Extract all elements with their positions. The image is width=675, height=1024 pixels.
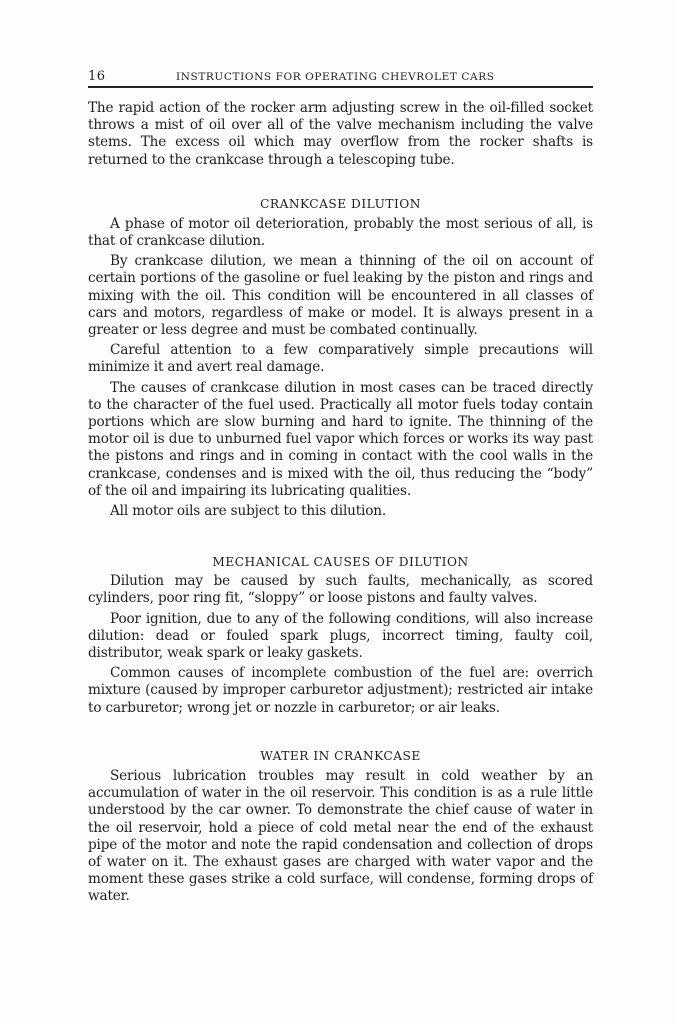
paragraph: Careful attention to a few comparatively simple precautions will minimize it and avert real damage. <box>88 342 593 376</box>
paragraph: Dilution may be caused by such faults, mechanically, as scored cylinders, poor ring fit, “sloppy” or loose pistons and faulty valves. <box>88 573 593 607</box>
running-head <box>88 70 593 88</box>
intro-paragraph: The rapid action of the rocker arm adjusting screw in the oil-filled socket throws a mist of oil over all of the valve mechanism including the valve stems. The excess oil which may overflow from the rocker shafts is returned to the crankcase through a telescoping tube. <box>88 100 593 168</box>
section-water-in-crankcase <box>88 748 593 906</box>
page-number: 16 <box>88 69 106 84</box>
section-crankcase-dilution <box>88 196 593 520</box>
paragraph: Poor ignition, due to any of the following conditions, will also increase dilution: dead or fouled spark plugs, incorrect timing, faulty coil, distributor, weak spark or leaky gaskets. <box>88 610 593 662</box>
section-heading: MECHANICAL CAUSES OF DILUTION <box>212 555 469 570</box>
paragraph: By crankcase dilution, we mean a thinning of the oil on account of certain portions of the gasoline or fuel leaking by the piston and rings and mixing with the oil. This condition will be encountered in all classes of cars and motors, regardless of make or model. It is always present in a greater or less degree and must be combated continually. <box>88 253 593 339</box>
section-mechanical-causes <box>88 554 593 717</box>
section-heading: CRANKCASE DILUTION <box>260 196 421 211</box>
paragraph: Common causes of incomplete combustion of the fuel are: overrich mixture (caused by improper carburetor adjustment); restricted air intake to carburetor; wrong jet or nozzle in carburetor; or air leaks. <box>88 665 593 716</box>
section-heading: WATER IN CRANKCASE <box>260 748 421 763</box>
paragraph: A phase of motor oil deterioration, probably the most serious of all, is that of crankcase dilution. <box>88 215 593 250</box>
paragraph: The causes of crankcase dilution in most cases can be traced directly to the character of the fuel used. Practically all motor fuels today contain portions which are slow burning and hard to ignite. The thinning of the motor oil is due to unburned fuel vapor which forces or works its way past the pistons and rings and in coming in contact with the cool walls in the crankcase, condenses and is mixed with the oil, thus reducing the “body” of the oil and impairing its lubricating qualities. <box>88 379 593 499</box>
running-title: INSTRUCTIONS FOR OPERATING CHEVROLET CARS <box>176 71 495 83</box>
paragraph: All motor oils are subject to this dilution. <box>110 503 387 520</box>
paragraph: Serious lubrication troubles may result in cold weather by an accumulation of water in the oil reservoir. This condition is as a rule little understood by the car owner. To demonstrate the chief cause of water in the oil reservoir, hold a piece of cold metal near the end of the exhaust pipe of the motor and note the rapid condensation and collection of drops of water on it. The exhaust gases are charged with water vapor and the moment these gases strike a cold surface, will condense, forming drops of water. <box>88 767 593 905</box>
document-page <box>88 70 593 906</box>
